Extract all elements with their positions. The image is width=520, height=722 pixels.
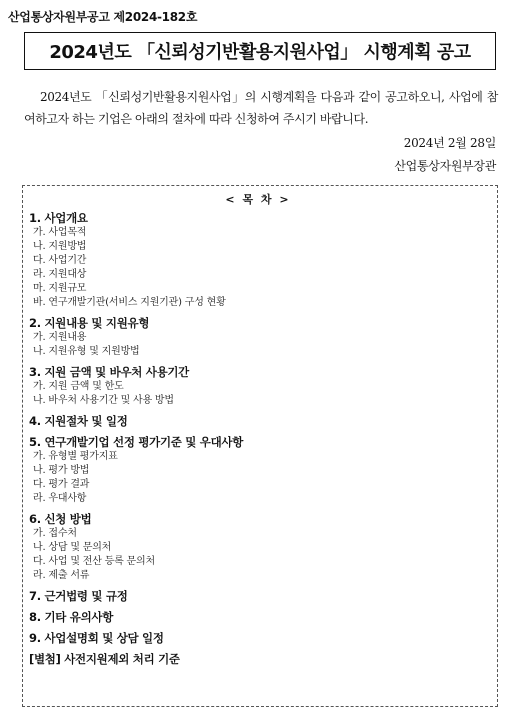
toc-heading: < 목 차 >	[225, 193, 291, 206]
toc-section	[29, 210, 487, 310]
toc-item: 가. 유형별 평가지표	[33, 451, 118, 462]
toc-section	[29, 609, 487, 625]
toc-section	[29, 588, 487, 604]
toc-item: 가. 사업목적	[33, 227, 87, 238]
toc-section	[29, 364, 487, 408]
toc-body	[29, 210, 487, 667]
toc-section-title: 8. 기타 유의사항	[29, 610, 114, 624]
toc-section	[29, 434, 487, 506]
toc-section-title: 4. 지원절차 및 일정	[29, 414, 128, 428]
page-title	[24, 32, 496, 70]
page-title-text: 2024년도 「신뢰성기반활용지원사업」 시행계획 공고	[49, 42, 471, 63]
toc-section-title: [별첨] 사전지원제외 처리 기준	[29, 652, 180, 666]
toc-item: 바. 연구개발기관(서비스 지원기관) 구성 현황	[33, 297, 226, 308]
toc-item: 가. 접수처	[33, 528, 77, 539]
toc-item: 다. 평가 결과	[33, 479, 90, 490]
announcement-date: 2024년 2월 28일	[403, 136, 496, 150]
toc-section-title: 5. 연구개발기업 선정 평가기준 및 우대사항	[29, 435, 244, 449]
toc-item: 나. 평가 방법	[33, 465, 90, 476]
toc-section-title: 1. 사업개요	[29, 211, 88, 225]
toc-item: 나. 상담 및 문의처	[33, 542, 112, 553]
toc-section-title: 2. 지원내용 및 지원유형	[29, 316, 150, 330]
toc-item: 가. 지원 금액 및 한도	[33, 381, 124, 392]
toc-item: 가. 지원내용	[33, 332, 87, 343]
toc-item: 다. 사업 및 전산 등록 문의처	[33, 556, 155, 567]
toc-item: 나. 바우처 사용기간 및 사용 방법	[33, 395, 174, 406]
toc-section	[29, 315, 487, 359]
toc-item: 라. 제출 서류	[33, 570, 90, 581]
toc-section-title: 9. 사업설명회 및 상담 일정	[29, 631, 164, 645]
toc-section	[29, 651, 487, 667]
toc-item: 다. 사업기간	[33, 255, 87, 266]
toc-section-title: 6. 신청 방법	[29, 512, 92, 526]
toc-section-title: 7. 근거법령 및 규정	[29, 589, 128, 603]
toc-item: 라. 우대사항	[33, 493, 87, 504]
toc-section	[29, 413, 487, 429]
toc-item: 라. 지원대상	[33, 269, 87, 280]
toc-item: 나. 지원유형 및 지원방법	[33, 346, 140, 357]
notice-number: 산업통상자원부공고 제2024-182호	[8, 10, 198, 24]
toc-item: 나. 지원방법	[33, 241, 87, 252]
intro-paragraph: 2024년도 「신뢰성기반활용지원사업」의 시행계획을 다음과 같이 공고하오니, 사업에 참여하고자 하는 기업은 아래의 절차에 따라 신청하여 주시기 바랍니다.	[24, 90, 498, 126]
toc-section	[29, 511, 487, 583]
table-of-contents	[22, 185, 498, 707]
issuer-name: 산업통상자원부장관	[394, 159, 496, 173]
toc-section-title: 3. 지원 금액 및 바우처 사용기간	[29, 365, 189, 379]
toc-section	[29, 630, 487, 646]
toc-item: 마. 지원규모	[33, 283, 87, 294]
